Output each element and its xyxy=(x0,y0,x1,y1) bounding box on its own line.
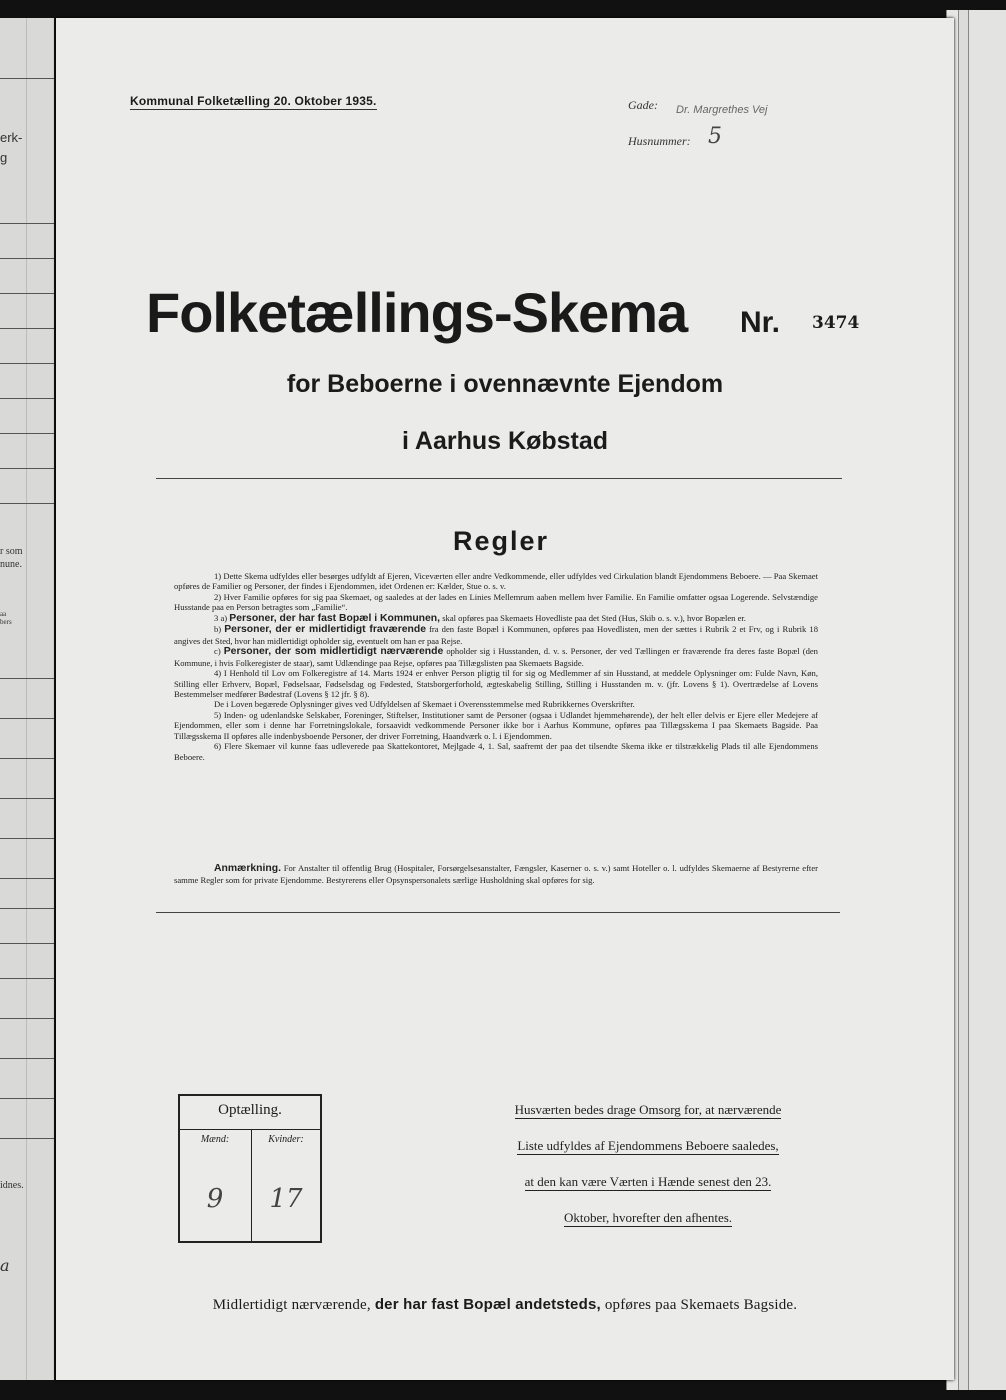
left-page-rule xyxy=(0,978,54,979)
rules-heading: Regler xyxy=(452,526,550,556)
rule-3c xyxy=(174,646,818,668)
left-page-rule xyxy=(0,223,54,224)
footer-note xyxy=(56,1296,954,1314)
husnummer-value: 5 xyxy=(708,124,722,149)
rule-4: 4) I Henhold til Lov om Folkeregistre af 14. Marts 1924 er enhver Person pligtig til for sig og Medlemmer af sin Husstand, at meddele Oplysninger om: Fulde Navn, Køn, Stilling eller Erhverv, Bopæl, Fødselsaar, Fødselsdag og Fødested, Statsborgerforhold, ægteskabelig Stilling, Stilling i Husstanden m. v. (jfr. Lovens § 1). Overtrædelse af Lovens Bestemmelser medfører Bødestraf (Lovens § 12 jfr. § 8). xyxy=(174,668,818,699)
men-count: 9 xyxy=(206,1184,224,1214)
rule-5: 5) Inden- og udenlandske Selskaber, Foreninger, Stiftelser, Institutioner samt de Personer (ogsaa i Udlandet hjemmehørende), der helt eller delvis er Ejere eller Medejere af Ejendommen, eller som i denne har Forretningslokale, forsaavidt vedkommende Personer ikke bor i Aarhus Kommune, opføres paa Tillægsskema I paa Skemaets Bagside. Paa Tillægsskema II opføres alle indenbysboende Personer, der driver Forretning, Haandværk o. l. i Ejendommen. xyxy=(174,709,818,741)
left-page-fragment: nune. xyxy=(0,559,22,570)
rule-3c-text: opholder sig i Husstanden, d. v. s. Personer, der ved Tællingen er fraværende fra deres faste Bopæl (den Kommune, i hvis Folkeregister de staar), samt Udlændinge paa Rejse, opføres paa Tillægslisten paa Skemaets Bagside. xyxy=(174,646,818,668)
left-page-rule xyxy=(0,258,54,259)
left-page-rule xyxy=(0,798,54,799)
left-page-rule xyxy=(0,468,54,469)
remark-paragraph xyxy=(174,863,818,885)
form-subtitle-location: i Aarhus Købstad xyxy=(401,427,609,455)
left-page-rule xyxy=(0,838,54,839)
left-page-fragment: a xyxy=(0,1256,10,1275)
instruction-text: Husværten bedes drage Omsorg for, at nærværende xyxy=(514,1102,782,1117)
rule-3b xyxy=(174,624,818,646)
footer-part3: opføres paa Skemaets Bagside. xyxy=(604,1297,798,1313)
women-count: 17 xyxy=(269,1184,303,1214)
left-page-rule xyxy=(0,718,54,719)
left-page-rule xyxy=(0,328,54,329)
husnummer-label: Husnummer: xyxy=(628,134,691,148)
remark-label: Anmærkning. xyxy=(214,863,281,874)
left-page-fragment: erk- xyxy=(0,130,23,145)
page-edge xyxy=(968,10,1006,1390)
form-number-label: Nr. xyxy=(740,306,781,339)
left-page-rule xyxy=(0,908,54,909)
footer-part1: Midlertidigt nærværende, xyxy=(212,1297,371,1313)
instruction-line xyxy=(468,1210,828,1226)
instruction-line xyxy=(468,1138,828,1154)
gade-label: Gade: xyxy=(628,98,658,112)
instruction-text: Liste udfyldes af Ejendommens Beboere saaledes, xyxy=(517,1138,779,1153)
left-page-fragment: aa xyxy=(0,610,7,618)
instruction-text: at den kan være Værten i Hænde senest den 23. xyxy=(524,1174,772,1189)
left-page-rule xyxy=(0,78,54,79)
right-page-stack xyxy=(946,10,1006,1390)
left-page-rule xyxy=(0,878,54,879)
rule-3a-number: 3 a) xyxy=(214,612,228,623)
left-page-rule xyxy=(0,1138,54,1139)
count-title: Optælling. xyxy=(218,1102,282,1118)
left-page-rule xyxy=(0,433,54,434)
instruction-line xyxy=(468,1102,828,1118)
rule-3b-text: fra den faste Bopæl i Kommunen, opføres paa Hovedlisten, men der sættes i Rubrik 2 et Frv, og i Rubrik 18 angives det Sted, hvor han midlertidigt opholder sig, eventuelt om han er paa Rejse. xyxy=(174,624,818,646)
rule-3b-heading: Personer, der er midlertidigt fraværende xyxy=(224,624,426,636)
left-page-fragment: idnes. xyxy=(0,1180,24,1191)
left-page-fragment: r som xyxy=(0,546,23,557)
form-subtitle: for Beboerne i ovennævnte Ejendom xyxy=(286,370,724,398)
left-page-rule xyxy=(0,503,54,504)
remark xyxy=(174,863,818,885)
form-title: Folketællings-Skema xyxy=(146,281,688,344)
rule-3c-number: c) xyxy=(214,646,221,657)
divider xyxy=(156,478,842,479)
rule-3b-number: b) xyxy=(214,624,222,635)
instruction-text: Oktober, hvorefter den afhentes. xyxy=(563,1210,733,1225)
left-page-rule xyxy=(0,293,54,294)
footer-part2: der har fast Bopæl andetsteds, xyxy=(374,1296,601,1313)
left-page-rule xyxy=(0,678,54,679)
rule-4b: De i Loven begærede Oplysninger gives ved Udfyldelsen af Skemaet i Overensstemmelse med Rubrikkernes Overskrifter. xyxy=(214,699,635,710)
left-page-rule xyxy=(0,1018,54,1019)
instruction-line xyxy=(468,1174,828,1190)
rule-6: 6) Flere Skemaer vil kunne faas udleverede paa Skattekontoret, Mejlgade 4, 1. Sal, saafremt der paa det tilsendte Skema ikke er tilstrækkelig Plads til alle Ejendommens Beboere. xyxy=(174,741,818,762)
census-form-page xyxy=(56,18,954,1380)
left-page-rule xyxy=(0,943,54,944)
left-page-rule xyxy=(0,1058,54,1059)
rule-3a-text: skal opføres paa Skemaets Hovedliste paa det Sted (Hus, Skib o. s. v.), hvor Bopælen er. xyxy=(442,612,746,623)
rule-3c-heading: Personer, der som midlertidigt nærværende xyxy=(223,646,444,658)
women-label: Kvinder: xyxy=(268,1134,304,1145)
remark-text: For Anstalter til offentlig Brug (Hospitaler, Forsørgelsesanstalter, Fængsler, Kaserner o. s. v.) samt Hoteller o. l. udfyldes Skemaerne af Bestyrerne efter samme Regler som for private Ejendomme. Bestyrerens eller Opsynspersonalets særlige Husholdning skal opføres for sig. xyxy=(174,863,818,885)
left-page-fragment: g xyxy=(0,150,8,165)
left-page-rule xyxy=(0,1098,54,1099)
left-page-rule xyxy=(0,398,54,399)
gade-value: Dr. Margrethes Vej xyxy=(676,104,768,116)
men-label: Mænd: xyxy=(200,1134,230,1145)
count-header-line xyxy=(180,1129,320,1130)
rule-3a xyxy=(174,613,818,624)
rules-text xyxy=(174,571,818,762)
rule-3a-heading: Personer, der har fast Bopæl i Kommunen, xyxy=(229,612,441,624)
left-page-edge xyxy=(0,18,54,1380)
form-number-value: 3474 xyxy=(812,313,860,333)
rule-2: 2) Hver Familie opføres for sig paa Skemaet, og saaledes at der lades en Linies Mellemrum aaben mellem hver Familie. En Familie omfatter ogsaa Logerende. Selvstændige Husstande paa en Person betragtes som „Familie“. xyxy=(174,591,818,613)
census-header: Kommunal Folketælling 20. Oktober 1935. xyxy=(130,94,377,108)
left-page-rule xyxy=(0,758,54,759)
count-box xyxy=(178,1094,322,1243)
divider xyxy=(156,912,840,913)
rule-1: 1) Dette Skema udfyldes eller besørges udfyldt af Ejeren, Viceværten eller andre Vedkommende, eller udfyldes ved Cirkulation blandt Ejendommens Beboere. — Paa Skemaet opføres de Familier og Personer, der findes i Ejendommen, idet Ordenen er: Kælder, Stue o. s. v. xyxy=(174,571,818,592)
left-page-rule xyxy=(0,363,54,364)
left-page-fragment: bers xyxy=(0,618,12,626)
